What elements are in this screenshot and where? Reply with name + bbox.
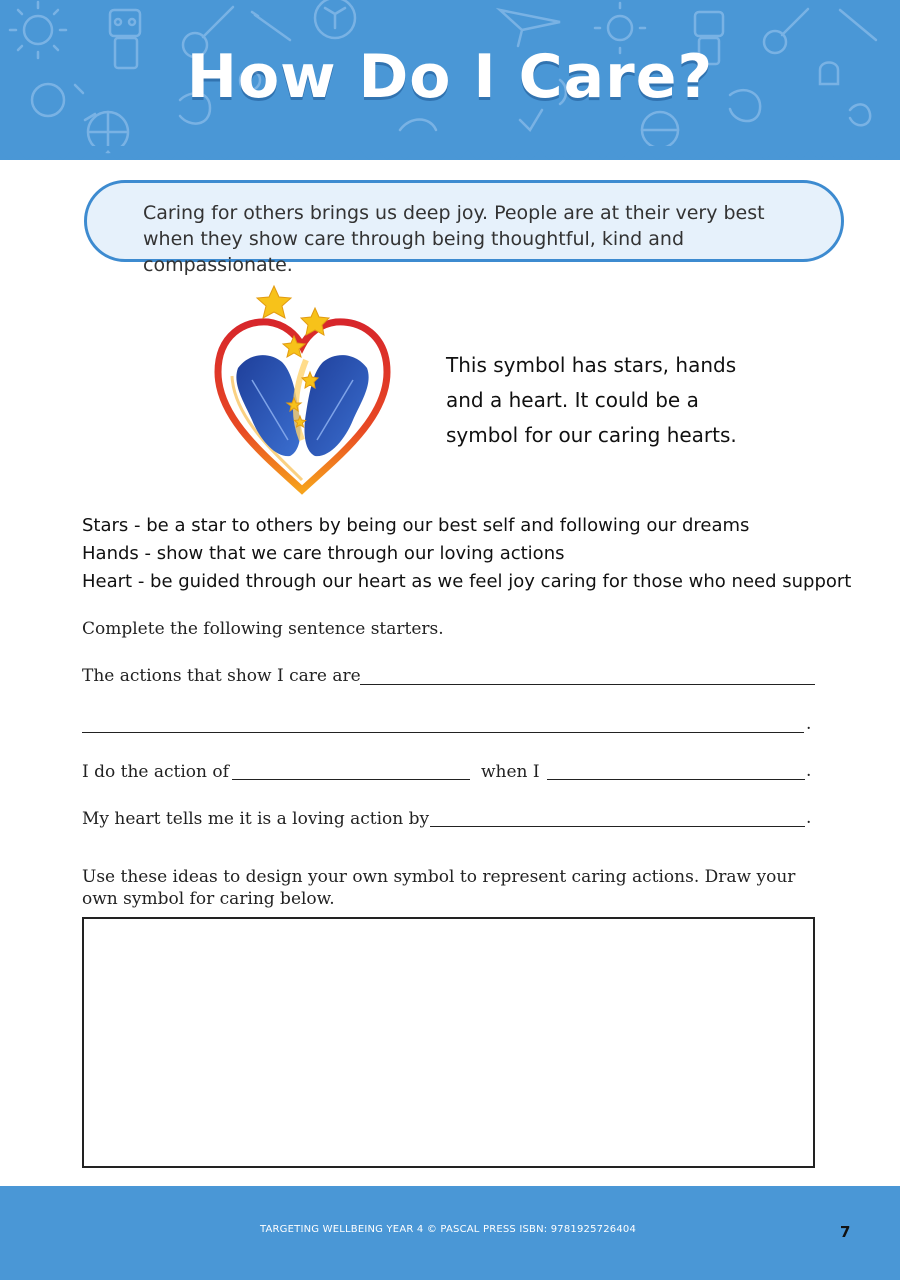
zigzag-edge (0, 146, 900, 162)
caring-heart-hands-stars-icon (210, 280, 395, 500)
when-answer-line[interactable] (547, 779, 805, 780)
header-banner (0, 0, 900, 160)
actions-answer-line-1[interactable] (360, 684, 815, 685)
page-number: 7 (840, 1223, 851, 1241)
page-title: How Do I Care? (186, 42, 714, 112)
design-prompt: Use these ideas to design your own symbol to represent caring actions. Draw your own symbol for caring below. (82, 867, 796, 909)
period-2: . (806, 761, 812, 781)
meaning-hands: Hands - show that we care through our loving actions (82, 543, 565, 564)
intro-box (84, 180, 844, 276)
actions-answer-line-2[interactable] (82, 732, 804, 733)
footer-credit: TARGETING WELLBEING YEAR 4 © PASCAL PRESS ISBN: 9781925726404 (259, 1224, 637, 1235)
actions-prompt: The actions that show I care are (82, 666, 361, 686)
starters-instruction: Complete the following sentence starters. (82, 619, 444, 639)
heart-prompt: My heart tells me it is a loving action by (82, 809, 430, 829)
drawing-box[interactable] (82, 917, 815, 1168)
intro-text: Caring for others brings us deep joy. People are at their very best when they show care through being thoughtful, kind and compassionate. (143, 202, 765, 276)
heart-answer-line[interactable] (430, 826, 805, 827)
footer-bar (0, 1186, 900, 1280)
symbol-description: This symbol has stars, hands and a heart. It could be a symbol for our caring hearts. (446, 353, 737, 447)
period-3: . (806, 808, 812, 828)
action-of-prompt: I do the action of (82, 762, 229, 782)
meaning-stars: Stars - be a star to others by being our best self and following our dreams (82, 515, 750, 536)
when-prompt: when I (481, 762, 540, 782)
symbol-meanings (82, 512, 852, 596)
meaning-heart: Heart - be guided through our heart as we feel joy caring for those who need support (82, 571, 852, 592)
action-of-answer-line[interactable] (232, 779, 470, 780)
period-1: . (806, 714, 812, 734)
